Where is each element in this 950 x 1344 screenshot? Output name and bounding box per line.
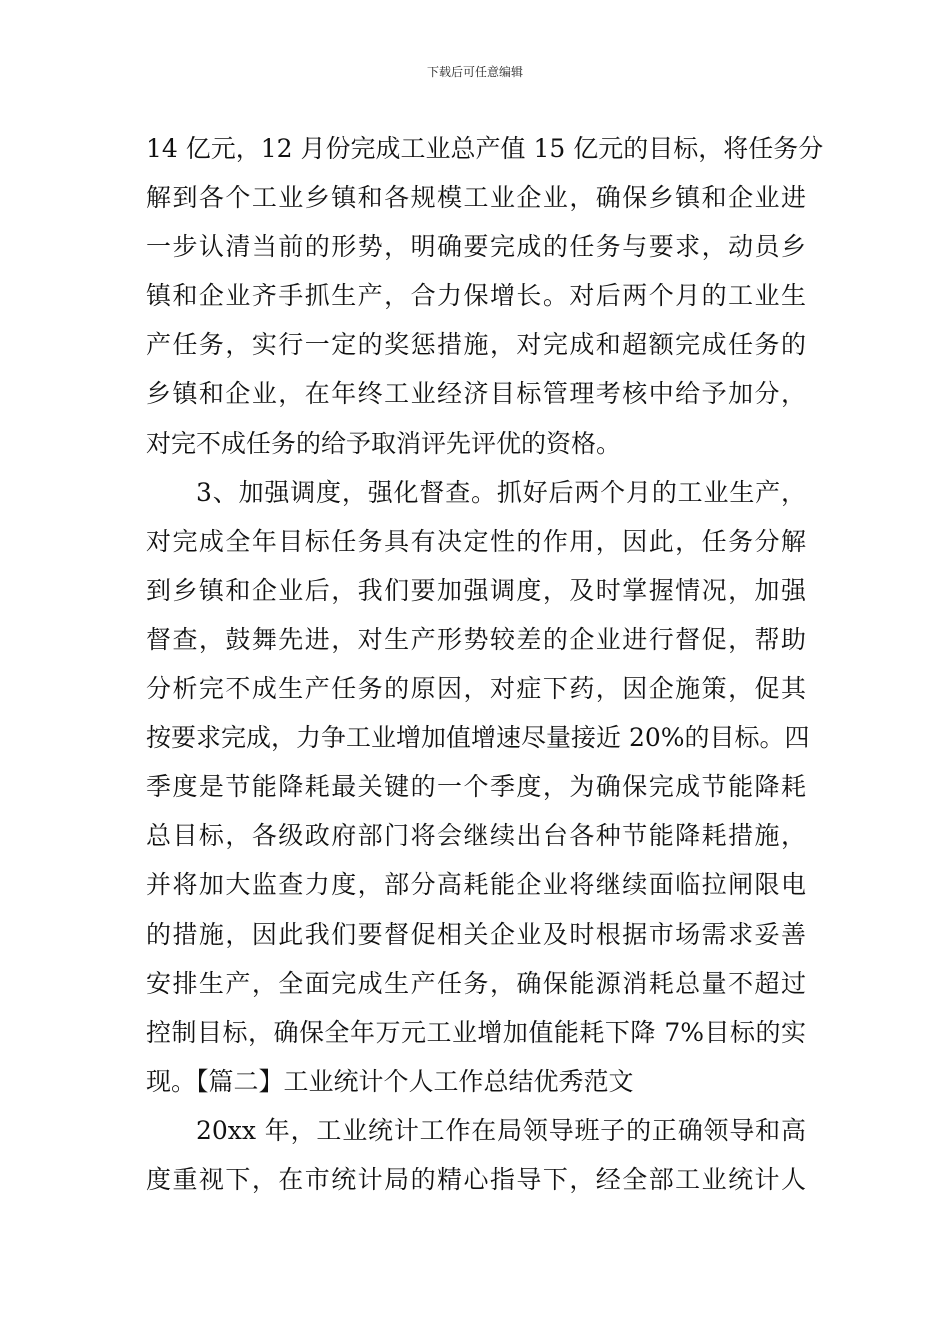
text-line: 并将加大监查力度，部分高耗能企业将继续面临拉闸限电 xyxy=(146,870,806,900)
text-line: 对完成全年目标任务具有决定性的作用，因此，任务分解 xyxy=(146,526,806,556)
text-line: 控制目标，确保全年万元工业增加值能耗下降 7%目标的实 xyxy=(146,1017,806,1047)
paragraph-start-line: 3、加强调度，强化督查。抓好后两个月的工业生产， xyxy=(196,477,806,507)
text-line: 对完不成任务的给予取消评先评优的资格。 xyxy=(146,428,622,458)
text-line: 按要求完成，力争工业增加值增速尽量接近 20%的目标。四 xyxy=(146,723,810,753)
text-line: 的措施，因此我们要督促相关企业及时根据市场需求妥善 xyxy=(146,919,806,949)
text-line: 督查，鼓舞先进，对生产形势较差的企业进行督促，帮助 xyxy=(146,624,806,654)
section-heading-line: 现。【篇二】工业统计个人工作总结优秀范文 xyxy=(146,1066,634,1096)
text-line: 镇和企业齐手抓生产，合力保增长。对后两个月的工业生 xyxy=(146,281,806,311)
text-line: 季度是节能降耗最关键的一个季度，为确保完成节能降耗 xyxy=(146,772,806,802)
document-body xyxy=(146,124,824,1204)
text-line: 到乡镇和企业后，我们要加强调度，及时掌握情况，加强 xyxy=(146,575,806,605)
text-line: 总目标，各级政府部门将会继续出台各种节能降耗措施， xyxy=(146,821,806,851)
text-line: 解到各个工业乡镇和各规模工业企业，确保乡镇和企业进 xyxy=(146,183,806,213)
text-line: 乡镇和企业，在年终工业经济目标管理考核中给予加分， xyxy=(146,379,806,409)
text-line: 14 亿元，12 月份完成工业总产值 15 亿元的目标，将任务分 xyxy=(146,134,824,163)
text-line: 度重视下，在市统计局的精心指导下，经全部工业统计人 xyxy=(146,1164,806,1194)
text-line: 分析完不成生产任务的原因，对症下药，因企施策，促其 xyxy=(146,674,806,704)
text-line: 安排生产，全面完成生产任务，确保能源消耗总量不超过 xyxy=(146,968,806,998)
paragraph-start-line: 20xx 年，工业统计工作在局领导班子的正确领导和高 xyxy=(196,1115,806,1145)
text-line: 产任务，实行一定的奖惩措施，对完成和超额完成任务的 xyxy=(146,330,806,360)
page-header: 下载后可任意编辑 xyxy=(426,65,523,79)
text-line: 一步认清当前的形势，明确要完成的任务与要求，动员乡 xyxy=(146,232,806,262)
